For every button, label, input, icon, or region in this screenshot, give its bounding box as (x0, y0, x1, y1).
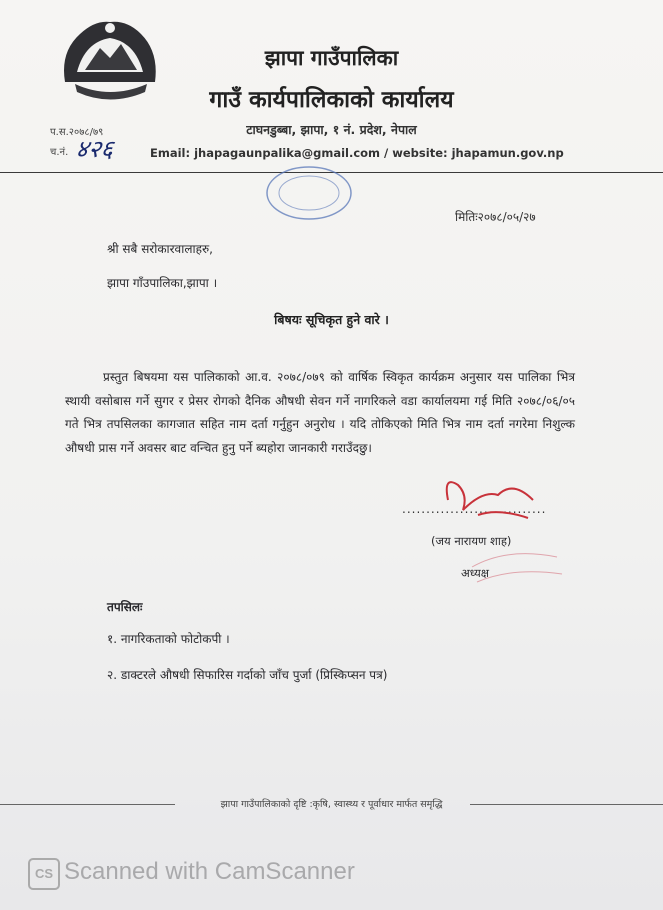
office-address: टाघनडुब्बा, झापा, १ नं. प्रदेश, नेपाल (246, 122, 417, 137)
office-name: झापा गाउँपालिका (264, 46, 399, 70)
office-stamp-icon (262, 162, 357, 224)
dispatch-label: च.नं. (50, 147, 69, 158)
letter-date: मितिः२०७८/०५/२७ (455, 210, 536, 224)
letter-subject: बिषयः सूचिकृत हुने वारे । (274, 312, 389, 327)
recipient-line-2: झापा गाँउपालिका,झापा । (107, 276, 218, 290)
signature-dots: .............................. (402, 502, 547, 516)
scanner-watermark: Scanned with CamScanner (64, 858, 355, 885)
reference-number: प.स.२०७८/७९ (50, 127, 104, 138)
attachment-item: १. नागरिकताको फोटोकपी । (107, 632, 230, 646)
footer-vision: झापा गाउँपालिकाको दृष्टि :कृषि, स्वास्थ्य र पूर्वाधार मार्फत समृद्धि (220, 799, 443, 810)
office-subtitle: गाउँ कार्यपालिकाको कार्यालय (209, 87, 454, 113)
attachment-item: २. डाक्टरले औषधी सिफारिस गर्दाको जाँच पुर्जा (प्रिस्किप्सन पत्र) (107, 668, 388, 682)
signatory-title: अध्यक्ष (461, 566, 490, 580)
signatory-name: (जय नारायण शाह) (431, 534, 512, 548)
letter-body: प्रस्तुत बिषयमा यस पालिकाको आ.व. २०७८/०७९ को वार्षिक स्विकृत कार्यक्रम अनुसार यस पालिका भित्र स्थायी वसोबास गर्ने सुगर र प्रेसर रोगको दैनिक औषधी सेवन गर्ने नागरिकले वडा कार्यालयमा गई मिति २०७८/०६/०५ गते भित्र तपसिलका कागजात सहित नाम दर्ता गर्नुहुन अनुरोध । यदि तोकिएको मिति भित्र नाम दर्ता नगरेमा निशुल्क औषधी प्रास गर्ने अवसर बाट वन्चित हुनु पर्ने ब्यहोरा जानकारी गराउँदछु। (65, 370, 575, 455)
dispatch-number: ४२६ (73, 135, 116, 163)
camscanner-logo-icon: CS (28, 858, 60, 890)
attachments-heading: तपसिलः (107, 600, 143, 614)
office-contact: Email: jhapagaunpalika@gmail.com / website: jhapamun.gov.np (150, 146, 564, 160)
recipient-line-1: श्री सबै सरोकारवालाहरु, (107, 242, 213, 256)
